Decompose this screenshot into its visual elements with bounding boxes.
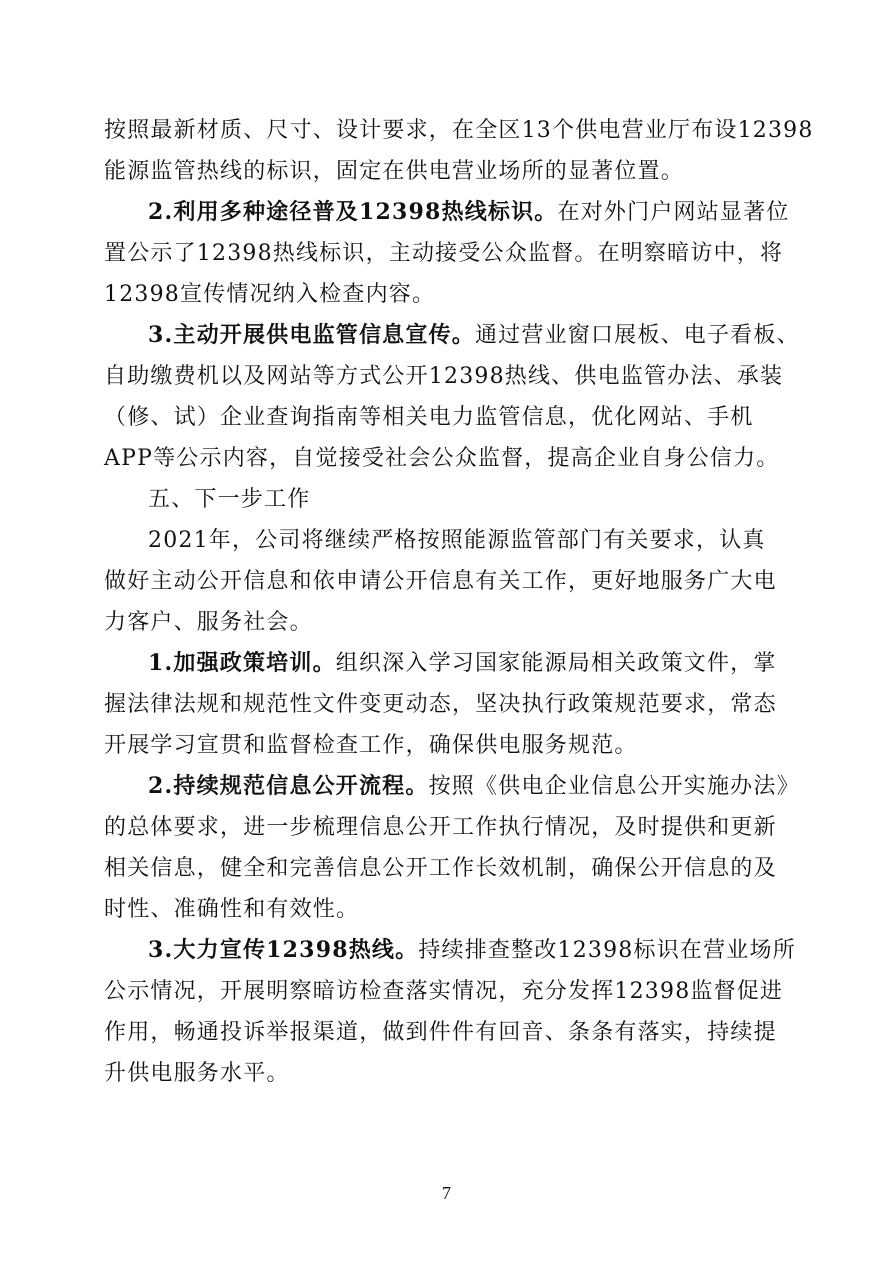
- line-text: 升供电服务水平。: [104, 1061, 290, 1086]
- line-text: 持续排查整改12398标识在营业场所: [418, 938, 796, 963]
- subheading: 2.利用多种途径普及12398热线标识。: [148, 199, 558, 225]
- line-text: 组织深入学习国家能源局相关政策文件，掌: [335, 651, 777, 676]
- line-text: 相关信息，健全和完善信息公开工作长效机制，确保公开信息的及: [104, 856, 777, 881]
- text-line: [104, 725, 794, 766]
- section-heading-text: 五、下一步工作: [148, 487, 311, 512]
- text-line: [104, 889, 794, 930]
- subheading: 3.大力宣传12398热线。: [148, 937, 419, 963]
- text-line: [104, 602, 794, 643]
- line-text: 作用，畅通投诉举报渠道，做到件件有回音、条条有落实，持续提: [104, 1020, 777, 1045]
- subheading: 2.持续规范信息公开流程。: [148, 773, 429, 799]
- body-text: [104, 110, 814, 1094]
- line-text: 开展学习宣贯和监督检查工作，确保供电服务规范。: [104, 733, 638, 758]
- subheading-line: [104, 930, 794, 971]
- text-line: [104, 274, 794, 315]
- line-text: 时性、准确性和有效性。: [104, 897, 360, 922]
- line-text: 2021年，公司将继续严格按照能源监管部门有关要求，认真: [148, 528, 766, 553]
- line-text: 做好主动公开信息和依申请公开信息有关工作，更好地服务广大电: [104, 569, 777, 594]
- text-line: [104, 438, 794, 479]
- line-text: 力客户、服务社会。: [104, 610, 313, 635]
- line-text: 通过营业窗口展板、电子看板、: [474, 323, 800, 348]
- line-text: （修、试）企业查询指南等相关电力监管信息，优化网站、手机: [104, 405, 754, 430]
- subheading-line: [104, 192, 794, 233]
- line-text: APP等公示内容，自觉接受社会公众监督，提高企业自身公信力。: [104, 446, 780, 471]
- line-text: 自助缴费机以及网站等方式公开12398热线、供电监管办法、承装: [104, 364, 784, 389]
- line-text: 按照最新材质、尺寸、设计要求，在全区13个供电营业厅布设12398: [104, 118, 814, 143]
- subheading-line: [104, 766, 800, 807]
- section-heading: [104, 479, 794, 520]
- line-text: 在对外门户网站显著位: [557, 200, 790, 225]
- text-line: [104, 561, 794, 602]
- text-line: [104, 971, 794, 1012]
- text-line: [104, 684, 794, 725]
- line-text: 握法律法规和规范性文件变更动态，坚决执行政策规范要求，常态: [104, 692, 777, 717]
- text-line: [104, 397, 794, 438]
- line-text: 按照《供电企业信息公开实施办法》: [428, 774, 800, 799]
- text-line: [104, 151, 794, 192]
- text-line: [104, 520, 794, 561]
- text-line: [104, 807, 794, 848]
- page-number: 7: [442, 1183, 451, 1203]
- line-text: 公示情况，开展明察暗访检查落实情况，充分发挥12398监督促进: [104, 979, 784, 1004]
- line-text: 12398宣传情况纳入检查内容。: [104, 282, 436, 307]
- text-line: [104, 110, 814, 151]
- text-line: [104, 233, 794, 274]
- subheading-line: [104, 643, 794, 684]
- line-text: 置公示了12398热线标识，主动接受公众监督。在明察暗访中，将: [104, 241, 784, 266]
- subheading: 3.主动开展供电监管信息宣传。: [148, 322, 475, 348]
- text-line: [104, 1053, 794, 1094]
- line-text: 能源监管热线的标识，固定在供电营业场所的显著位置。: [104, 159, 685, 184]
- line-text: 的总体要求，进一步梳理信息公开工作执行情况，及时提供和更新: [104, 815, 777, 840]
- text-line: [104, 848, 794, 889]
- subheading-line: [104, 315, 800, 356]
- text-line: [104, 356, 794, 397]
- text-line: [104, 1012, 794, 1053]
- subheading: 1.加强政策培训。: [148, 650, 336, 676]
